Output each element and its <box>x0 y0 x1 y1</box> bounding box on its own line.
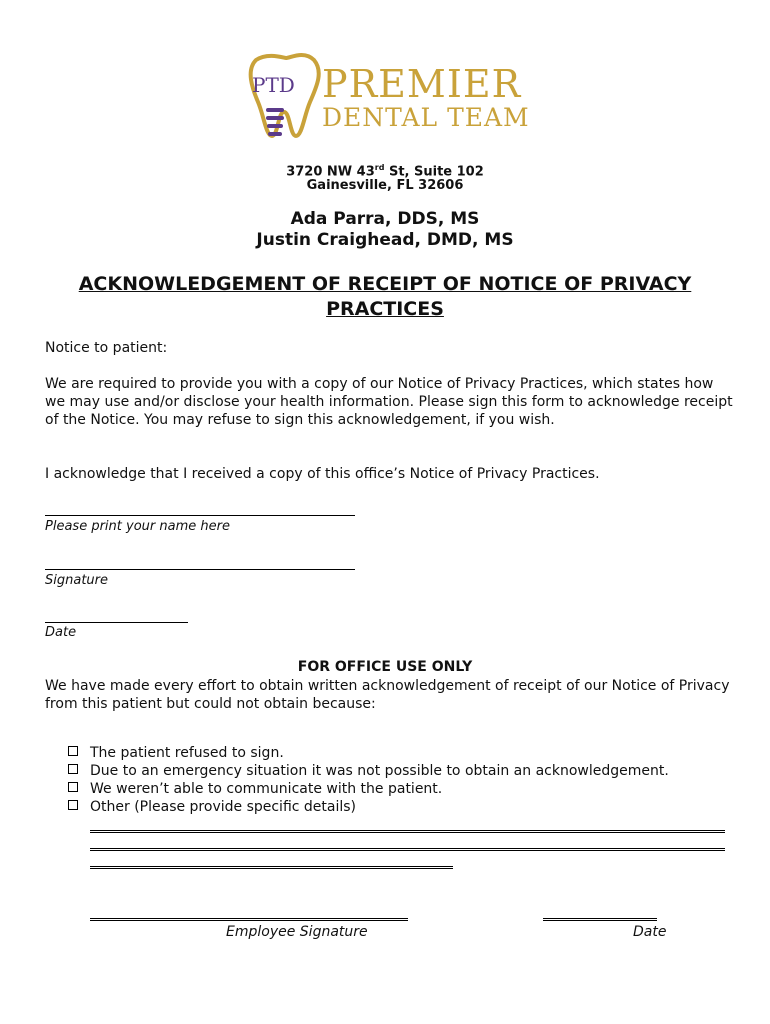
page-title-line1: ACKNOWLEDGEMENT OF RECEIPT OF NOTICE OF PRIVACY <box>78 273 692 295</box>
details-line-1[interactable] <box>90 830 725 833</box>
logo-name-line2: DENTAL TEAM <box>322 103 530 132</box>
address-line1-sup: rd <box>374 163 385 172</box>
option-communicate <box>68 780 442 798</box>
option-other <box>68 798 356 816</box>
notice-heading: Notice to patient: <box>45 340 168 356</box>
tooth-logo-icon <box>238 50 328 150</box>
option-refused <box>68 744 284 762</box>
checkbox-emergency[interactable] <box>68 764 78 774</box>
office-use-body: We have made every effort to obtain written acknowledgement of receipt of our Notice of Privacy from this patient but could not obtain because: <box>45 678 730 712</box>
address-line1-suffix: St, Suite 102 <box>384 164 484 180</box>
office-use-heading: FOR OFFICE USE ONLY <box>297 659 473 675</box>
details-line-3[interactable] <box>90 866 453 869</box>
signature-input-line[interactable] <box>45 569 355 570</box>
monogram-text: PTD <box>252 73 295 97</box>
doctor-2: Justin Craighead, DMD, MS <box>256 230 514 250</box>
checkbox-communicate[interactable] <box>68 782 78 792</box>
signature-label: Signature <box>45 573 109 588</box>
option-emergency-label: Due to an emergency situation it was not possible to obtain an acknowledgement. <box>90 763 669 779</box>
checkbox-refused[interactable] <box>68 746 78 756</box>
date-label: Date <box>45 625 77 640</box>
name-input-line[interactable] <box>45 515 355 516</box>
logo-name-line1: PREMIER <box>322 62 522 106</box>
details-line-2[interactable] <box>90 848 725 851</box>
employee-signature-label: Employee Signature <box>226 924 368 940</box>
address-line1-prefix: 3720 NW 43 <box>286 164 375 180</box>
employee-signature-line[interactable] <box>90 918 408 921</box>
option-other-label: Other (Please provide specific details) <box>90 799 357 815</box>
option-emergency <box>68 762 669 780</box>
date-input-line[interactable] <box>45 622 188 623</box>
checkbox-other[interactable] <box>68 800 78 810</box>
doctor-1: Ada Parra, DDS, MS <box>290 209 480 229</box>
notice-body: We are required to provide you with a copy of our Notice of Privacy Practices, which states how we may use and/or disclose your health information. Please sign this form to acknowledge receipt of the Notice. You may refuse to sign this acknowledgement, if you wish. <box>45 376 733 428</box>
acknowledge-statement: I acknowledge that I received a copy of this office’s Notice of Privacy Practices. <box>45 466 600 482</box>
name-label: Please print your name here <box>45 519 230 534</box>
employee-date-line[interactable] <box>543 918 657 921</box>
option-communicate-label: We weren’t able to communicate with the patient. <box>90 781 443 797</box>
option-refused-label: The patient refused to sign. <box>90 745 284 761</box>
page-title-line2: PRACTICES <box>326 298 444 320</box>
address-line2: Gainesville, FL 32606 <box>306 178 464 193</box>
employee-date-label: Date <box>633 924 667 940</box>
